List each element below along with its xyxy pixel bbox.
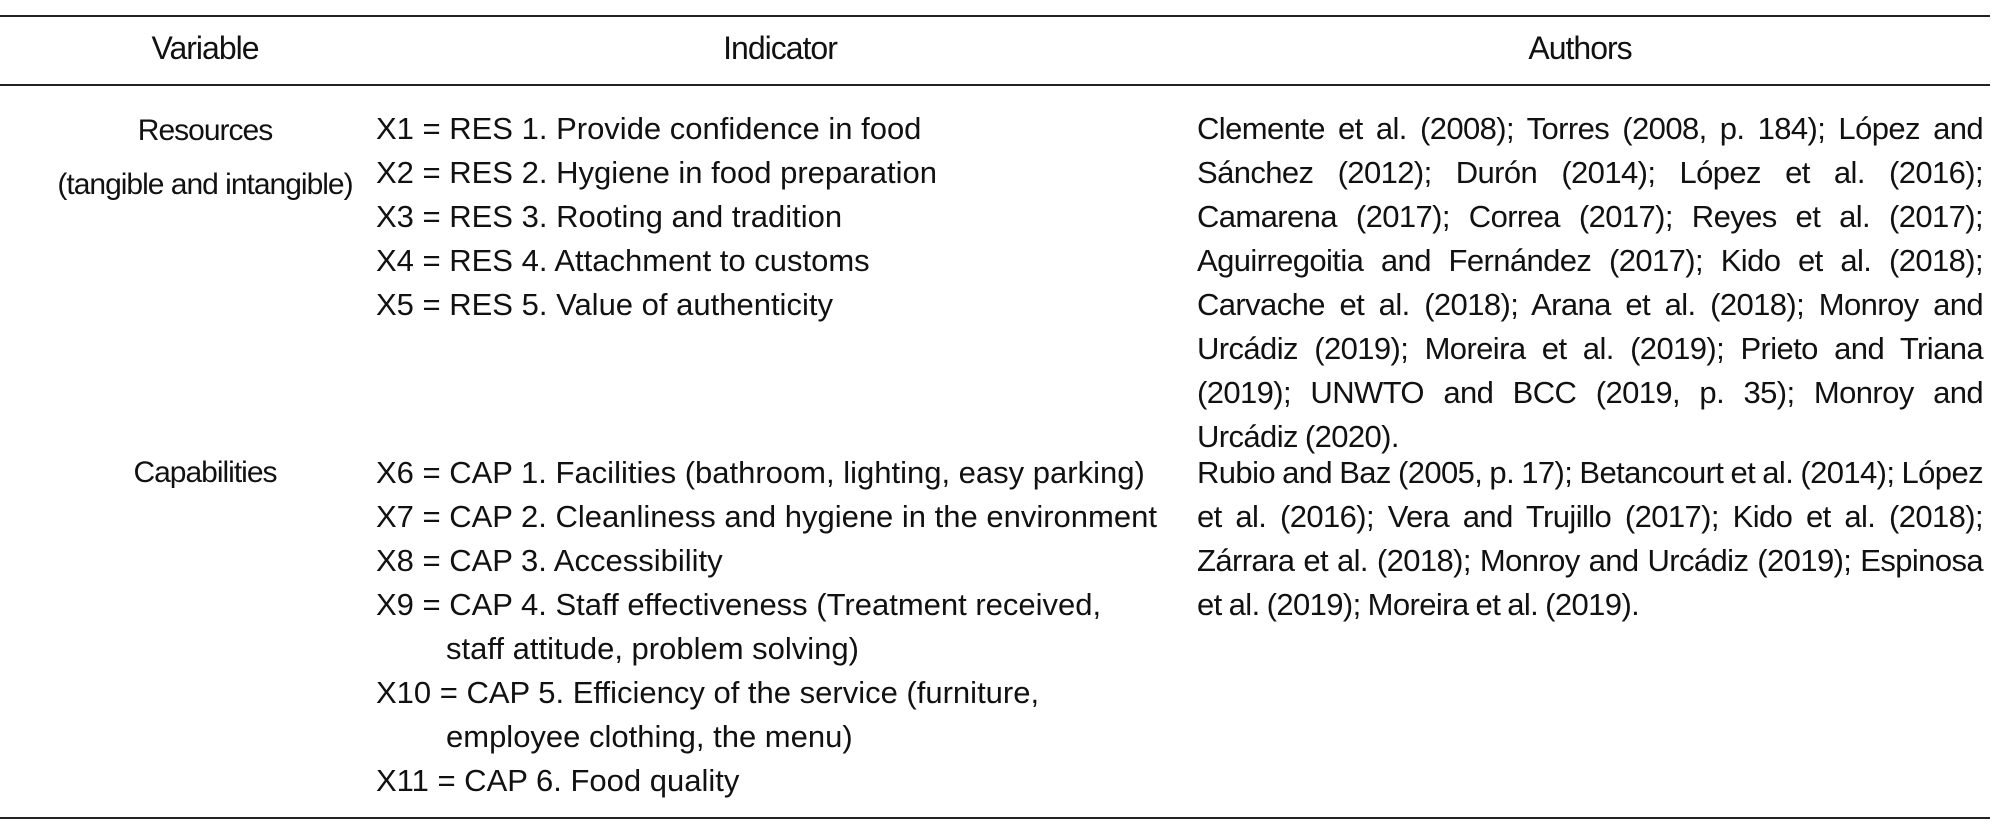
column-header-indicator: Indicator [723, 30, 837, 66]
column-header-variable: Variable [151, 30, 259, 66]
indicator-item: X10 = CAP 5. Efficiency of the service (furniture, employee clothing, the menu) [376, 675, 1040, 754]
indicator-item: X1 = RES 1. Provide confidence in food [376, 111, 922, 146]
variable-name: Resources [137, 114, 273, 147]
table-top-rule [0, 15, 1990, 17]
indicator-list [376, 451, 1166, 803]
indicator-item: X11 = CAP 6. Food quality [376, 763, 740, 798]
table-header-rule [0, 84, 1990, 86]
table-row-variable [50, 446, 360, 500]
indicator-item: X5 = RES 5. Value of authenticity [376, 287, 833, 322]
indicator-item: X4 = RES 4. Attachment to customs [376, 243, 870, 278]
column-header-authors: Authors [1528, 30, 1632, 66]
indicator-item: X3 = RES 3. Rooting and tradition [376, 199, 843, 234]
indicator-item: X9 = CAP 4. Staff effectiveness (Treatment received, staff attitude, problem solving) [376, 587, 1102, 666]
table-bottom-rule [0, 817, 1990, 819]
variable-qualifier: (tangible and intangible) [57, 168, 353, 201]
indicator-item: X6 = CAP 1. Facilities (bathroom, lighting, easy parking) [376, 455, 1145, 490]
authors-cell: Rubio and Baz (2005, p. 17); Betancourt et al. (2014); López et al. (2016); Vera and Trujillo (2017); Kido et al. (2018); Zárrara et al. (2018); Monroy and Urcádiz (2019); Espinosa et al. (2019); Moreira et al. (2019). [1197, 455, 1983, 622]
table-row-variable [50, 104, 360, 212]
variable-name: Capabilities [133, 456, 277, 489]
indicator-item: X2 = RES 2. Hygiene in food preparation [376, 155, 937, 190]
indicator-list [376, 107, 1166, 327]
indicator-item: X7 = CAP 2. Cleanliness and hygiene in the environment [376, 499, 1157, 534]
indicator-item: X8 = CAP 3. Accessibility [376, 543, 723, 578]
authors-cell: Clemente et al. (2008); Torres (2008, p. 184); López and Sánchez (2012); Durón (2014); López et al. (2016); Camarena (2017); Correa (2017); Reyes et al. (2017); Aguirregoitia and Fernández (2017); Kido et al. (2018); Carvache et al. (2018); Arana et al. (2018); Monroy and Urcádiz (2019); Moreira et al. (2019); Prieto and Triana (2019); UNWTO and BCC (2019, p. 35); Monroy and Urcádiz (2020). [1197, 111, 1983, 454]
